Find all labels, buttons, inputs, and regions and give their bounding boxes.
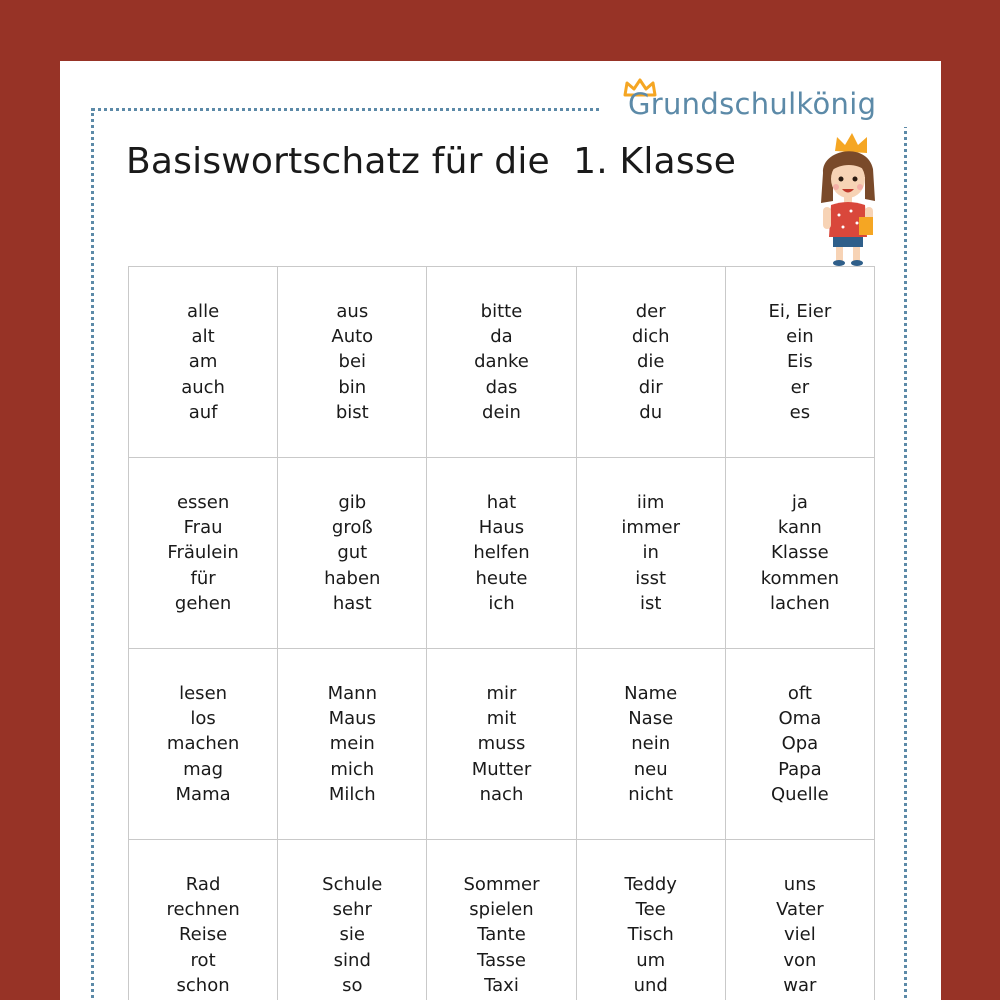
word: rot [190, 949, 216, 971]
girl-with-crown-illustration [807, 127, 887, 267]
word: mein [329, 733, 375, 755]
word: für [190, 567, 216, 589]
word: der [635, 300, 666, 322]
word-list [769, 299, 832, 425]
word: Papa [778, 758, 822, 780]
word: neu [633, 758, 668, 780]
word: auch [181, 376, 225, 398]
word-list [322, 872, 382, 998]
word: essen [176, 491, 230, 513]
word: mir [486, 682, 517, 704]
word-list [624, 872, 677, 998]
word: uns [783, 873, 816, 895]
word: ein [786, 326, 814, 348]
word-list [776, 872, 823, 998]
worksheet-page [60, 61, 941, 1000]
word: da [490, 326, 513, 348]
word: rechnen [166, 899, 240, 921]
word: bin [338, 376, 367, 398]
word: Schule [322, 873, 383, 895]
word: ja [791, 491, 808, 513]
word: hast [332, 592, 372, 614]
word: haben [324, 567, 381, 589]
word-list [761, 490, 839, 616]
word: Nase [628, 708, 674, 730]
word: kommen [760, 567, 840, 589]
word-cell [129, 840, 278, 1000]
word: kann [777, 517, 822, 539]
word: iim [636, 491, 665, 513]
word: dein [482, 401, 521, 423]
word-list [632, 299, 670, 425]
word: alle [187, 300, 220, 322]
word: am [188, 351, 218, 373]
word: und [633, 974, 668, 996]
word: Oma [778, 708, 822, 730]
word: Name [624, 682, 678, 704]
brand-logo: Grundschulkönig [628, 87, 877, 121]
word-cell [278, 649, 427, 840]
word-list [464, 872, 540, 998]
word: auf [188, 401, 218, 423]
word: Sommer [463, 873, 540, 895]
word-cell [726, 649, 875, 840]
word: oft [787, 682, 812, 704]
word: Reise [178, 924, 228, 946]
word: hat [486, 491, 517, 513]
word: sehr [332, 899, 372, 921]
word: helfen [473, 542, 530, 564]
word: Frau [183, 517, 223, 539]
word: die [636, 351, 665, 373]
word: Vater [776, 899, 824, 921]
word-list [181, 299, 225, 425]
word: Eis [787, 351, 813, 373]
word: heute [475, 567, 528, 589]
word: machen [166, 733, 240, 755]
word-cell [129, 267, 278, 458]
word-list [472, 681, 532, 807]
word: lesen [179, 682, 228, 704]
word-cell [577, 458, 726, 649]
word: sie [339, 924, 365, 946]
word: Tisch [627, 924, 674, 946]
page-title: Basiswortschatz für die 1. Klasse [126, 141, 737, 182]
word: Ei, Eier [768, 300, 832, 322]
word: dich [631, 326, 670, 348]
word: spielen [469, 899, 534, 921]
word: bist [335, 401, 369, 423]
word: es [789, 401, 811, 423]
word: Rad [185, 873, 221, 895]
word: ich [488, 592, 515, 614]
word-list [474, 299, 529, 425]
word: alt [191, 326, 215, 348]
word: sind [333, 949, 371, 971]
word: immer [621, 517, 680, 539]
word: bitte [480, 300, 523, 322]
word: Tasse [477, 949, 526, 971]
word: gut [337, 542, 368, 564]
word: isst [635, 567, 667, 589]
word: war [783, 974, 817, 996]
word: Fräulein [167, 542, 239, 564]
word-cell [427, 458, 576, 649]
word: nach [479, 783, 524, 805]
word: los [190, 708, 216, 730]
word: muss [477, 733, 526, 755]
word: von [783, 949, 817, 971]
word: aus [336, 300, 369, 322]
word: Opa [781, 733, 819, 755]
word-cell [427, 267, 576, 458]
word: Mann [327, 682, 377, 704]
word: Mutter [471, 758, 532, 780]
word: um [636, 949, 666, 971]
word: viel [784, 924, 816, 946]
word: danke [474, 351, 529, 373]
word-list [331, 299, 373, 425]
word: Auto [331, 326, 374, 348]
word-list [324, 490, 380, 616]
word: Quelle [771, 783, 829, 805]
word-cell [726, 840, 875, 1000]
word: Klasse [771, 542, 829, 564]
word: nicht [628, 783, 674, 805]
word-cell [577, 267, 726, 458]
word-cell [278, 840, 427, 1000]
word: ist [639, 592, 662, 614]
word-list [771, 681, 829, 807]
word: mich [330, 758, 375, 780]
word: mit [486, 708, 517, 730]
word-cell [278, 267, 427, 458]
word: groß [331, 517, 373, 539]
word-cell [129, 649, 278, 840]
word-cell [427, 649, 576, 840]
word-cell [278, 458, 427, 649]
word: so [342, 974, 363, 996]
word-grid [128, 266, 875, 1000]
word-list [473, 490, 529, 616]
word-cell [427, 840, 576, 1000]
word-list [624, 681, 677, 807]
word: Teddy [624, 873, 677, 895]
word: Tee [635, 899, 666, 921]
word-cell [726, 267, 875, 458]
word-cell [577, 840, 726, 1000]
word: nein [631, 733, 671, 755]
word: Tante [477, 924, 526, 946]
word: gehen [174, 592, 232, 614]
word: Haus [478, 517, 525, 539]
word: er [790, 376, 810, 398]
word-list [621, 490, 680, 616]
word: mag [183, 758, 224, 780]
word: bei [338, 351, 367, 373]
word-list [166, 872, 239, 998]
word: gib [338, 491, 367, 513]
word: lachen [769, 592, 830, 614]
word: Taxi [484, 974, 519, 996]
word-cell [577, 649, 726, 840]
word-list [167, 490, 238, 616]
word: schon [176, 974, 230, 996]
word: Mama [175, 783, 231, 805]
word-cell [726, 458, 875, 649]
word: das [485, 376, 518, 398]
word: Milch [328, 783, 376, 805]
word: dir [638, 376, 663, 398]
word: Maus [328, 708, 376, 730]
word-cell [129, 458, 278, 649]
word-list [167, 681, 239, 807]
word: in [642, 542, 659, 564]
word-list [328, 681, 377, 807]
word: du [639, 401, 663, 423]
